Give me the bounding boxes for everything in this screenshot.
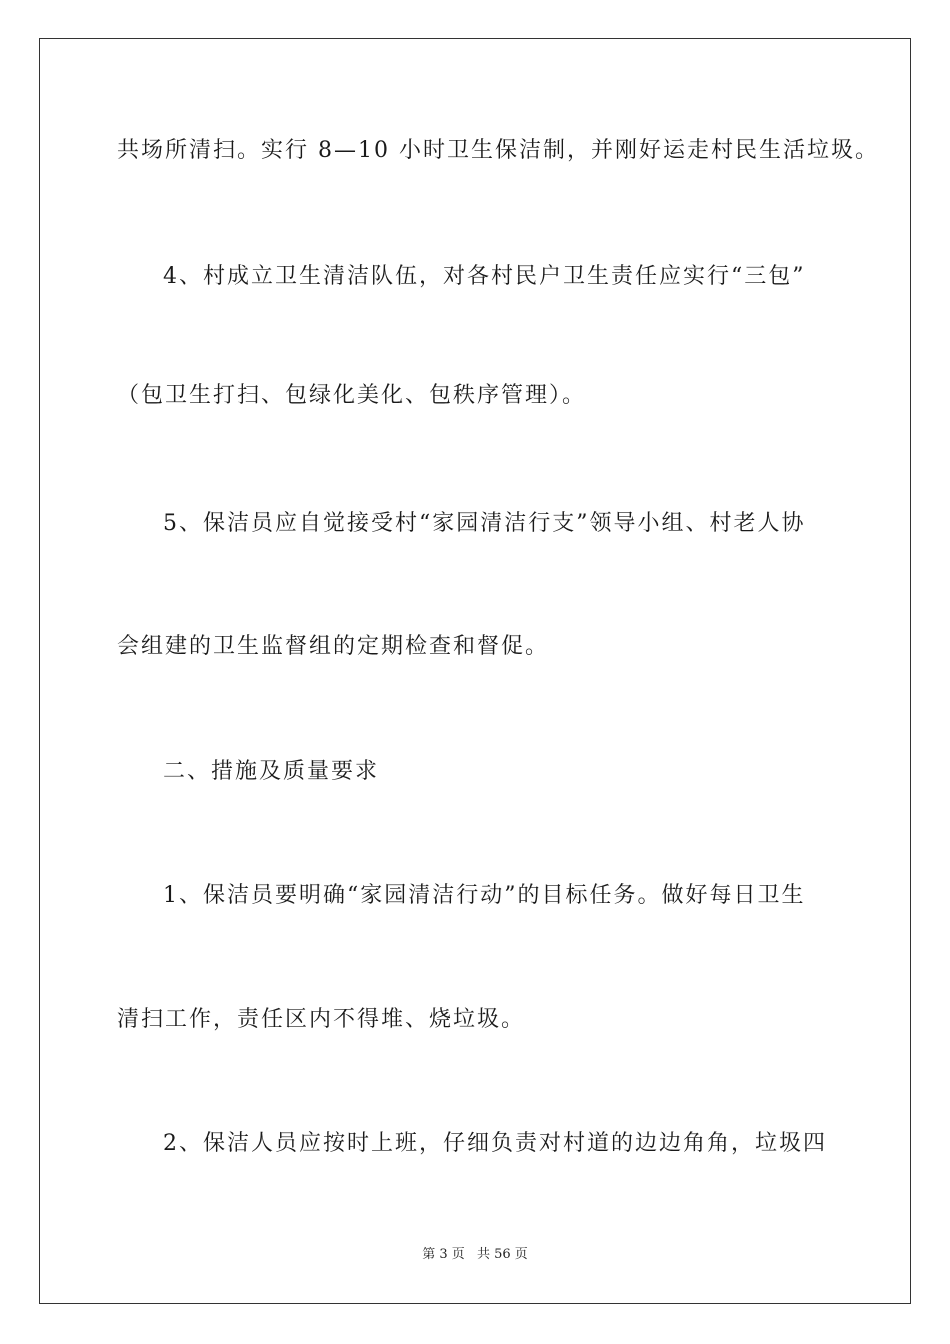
page-border <box>39 38 911 1304</box>
section-heading: 二、措施及质量要求 <box>163 759 380 784</box>
page-total: 共 56 页 <box>476 1247 528 1262</box>
page-number: 第 3 页 <box>422 1247 465 1262</box>
text-line-1: 共场所清扫。实行 8—10 小时卫生保洁制，并刚好运走村民生活垃圾。 <box>117 138 879 163</box>
text-line-3: （包卫生打扫、包绿化美化、包秩序管理）。 <box>117 383 587 408</box>
text-line-8: 清扫工作，责任区内不得堆、烧垃圾。 <box>117 1007 526 1032</box>
text-line-9: 2、保洁人员应按时上班，仔细负责对村道的边边角角，垃圾四 <box>163 1131 827 1156</box>
text-line-7: 1、保洁员要明确“家园清洁行动”的目标任务。做好每日卫生 <box>163 883 806 908</box>
text-line-2: 4、村成立卫生清洁队伍，对各村民户卫生责任应实行“三包” <box>163 264 806 289</box>
text-line-5: 会组建的卫生监督组的定期检查和督促。 <box>117 634 550 659</box>
text-line-4: 5、保洁员应自觉接受村“家园清洁行支”领导小组、村老人协 <box>163 511 806 536</box>
page-footer <box>0 1246 950 1264</box>
